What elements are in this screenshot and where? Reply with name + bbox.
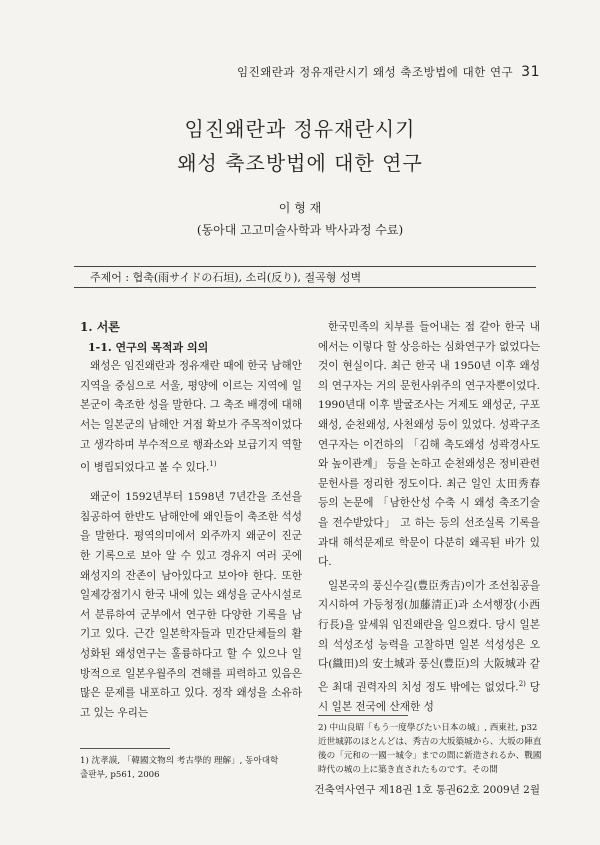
author-affiliation: (동아대 고고미술사학과 박사과정 수료) [196,223,404,237]
paper-title [0,112,600,180]
author-block [0,197,600,241]
footnote-ref: 2) [518,679,526,688]
subsection-heading: 1-1. 연구의 목적과 의의 [88,340,209,354]
title-line-2: 왜성 축조방법에 대한 연구 [177,151,423,175]
body-paragraph [80,357,302,478]
footnote-2: 2) 中山良昭「もう一度學びたい日本の城」, 西東社, p32 近世城郭のほとんどは、秀吉の大坂築城から、大坂の陣直後の「元和の一國一城令」までの間に新造されるか、戰國時代の城の上に築き直されたものです。その間 [318,723,542,775]
footnote-ref: 1) [209,460,217,469]
keywords-text: 주제어 : 협축(雨サイドの石垣), 소리(反り), 절곡형 성벽 [90,271,362,284]
left-column [80,318,302,723]
section-heading: 1. 서론 [80,320,120,334]
author-name: 이 형 재 [278,201,322,215]
paragraph-text: 왜성은 임진왜란과 정유재란 때에 한국 남해안 지역을 중심으로 서울, 평양에 이르는 지역에 일본군이 축조한 성을 말한다. 그 축조 배경에 대해서는 일본군의 남해안 거점 확보가 주목적이었다고 생각하며 부수적으로 행좌소와 보급기지 역할이 병립되었다고 볼 수 있다. [80,360,302,474]
paragraph-text: 당시 일본 전국에 산재한 성 [318,681,540,713]
paragraph-text: 일본국의 풍신수길(豊臣秀吉)이가 조선침공을 지시하여 가등청정(加藤清正)과 소서행장(小西行長)을 앞세워 임진왜란을 일으켰다. 당시 일본의 석성조성 능력을 고찰하면 일본 석성성은 오다(織田)의 安土城과 풍신(豊臣)의 大阪城과 같은 최대 권력자의 치성 정도 밖에는 없었다. [318,579,540,694]
body-paragraph: 한국민족의 치부를 들어내는 점 같아 한국 내에서는 이렇다 할 상응하는 심화연구가 없었다는 것이 현실이다. 최근 한국 내 1950년 이후 왜성의 연구자는 거의 문헌사위주의 연구자뿐이었다. 1990년대 이후 발굴조사는 거제도 왜성군, 구포왜성, 순천왜성, 사천왜성 등이 있었다. 성곽구조 연구자는 이건하의 「김해 축도왜성 성곽경사도와 높이관계」 등을 논하고 순천왜성은 정비관련 문헌사를 정리한 정도이다. 최근 일인 太田秀春 등의 논문에 「남한산성 수축 시 왜성 축조기술을 전수받았다」 고 하는 등의 선조실록 기록을 과대 해석문제로 학문이 다분히 왜곡된 바가 있다. [318,321,540,569]
running-head-text: 임진왜란과 정유재란시기 왜성 축조방법에 대한 연구 [236,65,514,79]
journal-footer: 건축역사연구 제18권 1호 통권62호 2009년 2월 [314,784,540,796]
page-number: 31 [521,64,540,80]
body-paragraph [318,577,540,718]
right-column [318,318,540,717]
keywords-box [74,266,536,288]
running-head [237,64,540,80]
body-paragraph: 왜군이 1592년부터 1598년 7년간을 조선을 침공하여 한반도 남해안에 왜인들이 축조한 석성을 말한다. 평역의미에서 외주까지 왜군이 진군한 기록으로 보아 알 수 있고 경유지 여러 곳에 왜성지의 잔존이 남아있다고 보아야 한다. 또한 일제강점기시 한국 내에 있는 왜성을 군사시설로서 분류하여 군부에서 연구한 다양한 기록을 남기고 있다. 근간 일본학자들과 민간단체들의 활성화된 왜성연구는 훌륭하다고 할 수 있으나 일방적으로 일본우월주의 견해를 피력하고 있음은 많은 문제를 내포하고 있다. 정작 왜성을 소유하고 있는 우리는 [80,491,302,719]
title-line-1: 임진왜란과 정유재란시기 [184,117,416,141]
footnote-rule [80,748,170,749]
footnote-1: 1) 沈孝謨, 「韓國文物의 考古學的 理解」, 동아대학출판부, p561, 2006 [80,756,279,780]
footnote-rule [318,715,408,716]
